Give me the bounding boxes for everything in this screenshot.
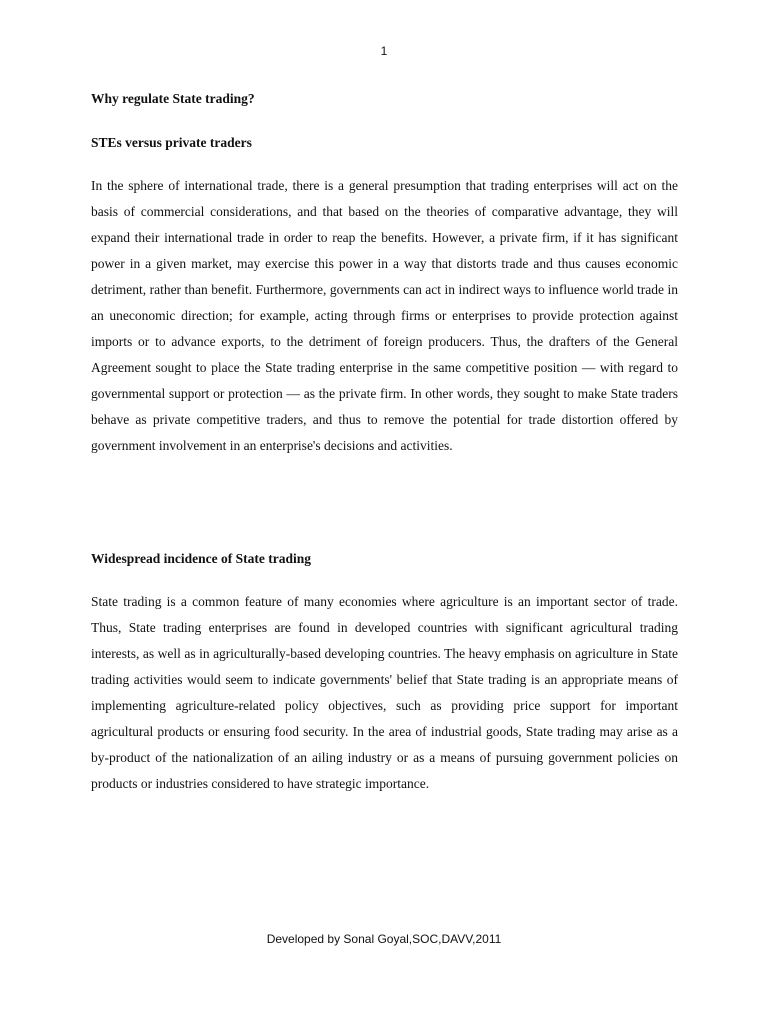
- section-heading-stes-vs-private: STEs versus private traders: [91, 135, 252, 150]
- document-title: Why regulate State trading?: [91, 91, 255, 106]
- section-heading-widespread-incidence: Widespread incidence of State trading: [91, 551, 312, 566]
- page-number: 1: [380, 44, 388, 58]
- paragraph-stes-vs-private: In the sphere of international trade, there is a general presumption that trading enterprises will act on the basis of commercial considerations, and that based on the theories of comparative advantage, they will expand their international trade in order to reap the benefits. However, a private firm, if it has significant power in a given market, may exercise this power in a way that distorts trade and thus causes economic detriment, rather than benefit. Furthermore, governments can act in indirect ways to influence world trade in an uneconomic direction; for example, acting through firms or enterprises to provide protection against imports or to advance exports, to the detriment of foreign producers. Thus, the drafters of the General Agreement sought to place the State trading enterprise in the same competitive position — with regard to governmental support or protection — as the private firm. In other words, they sought to make State traders behave as private competitive traders, and thus to remove the potential for trade distortion offered by government involvement in an enterprise's decisions and activities.: [91, 178, 678, 453]
- paragraph-widespread-incidence: State trading is a common feature of many economies where agriculture is an important sector of trade. Thus, State trading enterprises are found in developed countries with significant agricultural trading interests, as well as in agriculturally-based developing countries. The heavy emphasis on agriculture in State trading activities would seem to indicate governments' belief that State trading is an appropriate means of implementing agriculture-related policy objectives, such as providing price support for important agricultural products or ensuring food security. In the area of industrial goods, State trading may arise as a by-product of the nationalization of an ailing industry or as a means of pursuing government policies on products or industries considered to have strategic importance.: [91, 594, 678, 791]
- footer-credit: Developed by Sonal Goyal,SOC,DAVV,2011: [266, 932, 502, 946]
